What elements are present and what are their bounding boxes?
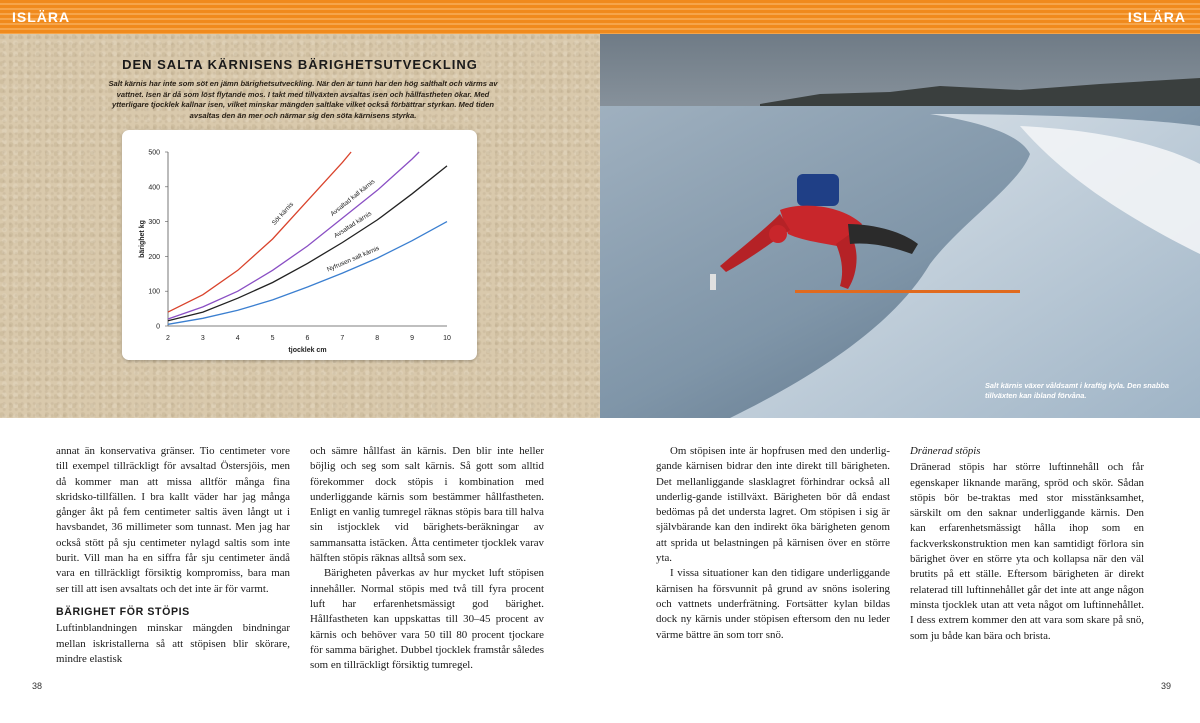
- text-column-4: [910, 444, 1144, 644]
- y-tick-label: 500: [148, 149, 160, 157]
- x-tick-label: 4: [235, 335, 240, 342]
- paragraph: Bärigheten påverkas av hur mycket luft stöpisen innehåller. Normal stöpis med två till fyra procent luft har erfarenhetsmässigt god bärighet. Hållfastheten kan uppskattas till 30–45 procent av kärnis och behöver vara 50 till 80 procent tjockare för samma bärighet. Dubbel tjocklek framstår således som en tillräckligt försiktig tumregel.: [310, 567, 544, 672]
- x-tick-label: 9: [410, 335, 415, 342]
- section-heading: Dränerad stöpis: [910, 445, 981, 457]
- paragraph: Dränerad stöpis har större luftinnehåll och får egenskaper liknande maräng, spröd och skör. Sådan stöpis bör be-traktas med stor misstänksamhet, särskilt om den saknar underliggande kärnis. Den kan erfarenhetsmässigt hålla ihop som en fackverkskonstruktion men kan samtidigt förlora sin bärighet över en större yta och kollapsa när den väl brutits på ett ställe. Eftersom bärigheten är direkt relaterad till luftinnehållet går det inte att ange någon minsta tjocklek utan att veta något om luftinnehållet. I dess extrem kommer den att vara som skare på snö, som ju både kan bära och brista.: [910, 461, 1144, 642]
- text-column-1: [56, 444, 290, 667]
- series-label: Avsaltad kall kärnis: [329, 178, 377, 218]
- page-number-right: 39: [1161, 681, 1172, 691]
- text-column-2: [310, 444, 544, 673]
- section-label-left: ISLÄRA: [12, 9, 71, 25]
- photo-caption: Salt kärnis växer våldsamt i kraftig kyla. Den snabba tillväxten kan ibland förvåna.: [985, 381, 1170, 400]
- x-tick-label: 5: [270, 335, 275, 342]
- x-tick-label: 2: [166, 335, 170, 342]
- series-label: Avsaltad kärnis: [332, 210, 374, 240]
- y-tick-label: 100: [148, 288, 160, 296]
- paragraph: annat än konservativa gränser. Tio centimeter vore till exempel tillräckligt för avsaltad Östersjöis, men då kommer man att missa alltför många fina skridsko-tillfällen. I bra kallt väder har jag många gånger åkt på fem centimeter saltis även långt ut i havsbandet, 36 millimeter som tunnast. Men jag har också stött på sju centimeter nylagd saltis som inte burit. Vill man ha en siffra får sju centimeter ändå vara en tillräckligt försiktig kompromiss, bara man ser till att isen avsaltats och det inte är för varmt.: [56, 445, 290, 595]
- chart-card: [122, 130, 477, 360]
- ice-photo: [600, 34, 1200, 418]
- y-tick-label: 300: [148, 219, 160, 227]
- header-bar: [0, 0, 1200, 34]
- series-line: [168, 166, 447, 321]
- text-column-3: [656, 444, 890, 643]
- y-tick-label: 200: [148, 253, 160, 261]
- y-axis-label: bärighet kg: [139, 220, 146, 258]
- x-tick-label: 6: [305, 335, 310, 342]
- x-tick-label: 8: [375, 335, 380, 342]
- paragraph: I vissa situationer kan den tidigare underliggande kärnisen ha försvunnit på grund av snöns isolering och vattnets underfrätning. Fortsätter kylan bildas dock ny kärnis under stöpisen eftersom den nu leder värme bättre än som torr snö.: [656, 567, 890, 641]
- series-label: Söt kärnis: [270, 201, 296, 227]
- skater-on-ice-image: [600, 34, 1200, 418]
- paragraph: och sämre hållfast än kärnis. Den blir inte heller böjlig och seg som salt kärnis. Så gott som alltid förekommer dock stöpis i kombination med underliggande kärnis som bestämmer hållfastheten. Enligt en vanlig tumregel räknas stöpis bara till halva sin istjocklek vid bärighets-beräkningar av sammansatta istäcken. Åtta centimeter tjocklek varav hälften stöpis räknas alltså som sex.: [310, 445, 544, 565]
- x-tick-label: 7: [340, 335, 345, 342]
- panel-title: DEN SALTA KÄRNISENS BÄRIGHETSUTVECKLING: [122, 57, 478, 72]
- y-tick-label: 0: [156, 323, 160, 331]
- bearing-capacity-chart: [122, 130, 477, 360]
- series-line: [168, 152, 419, 319]
- series-label: Nyfrusen salt kärnis: [326, 244, 381, 274]
- section-label-right: ISLÄRA: [1127, 9, 1186, 25]
- page-number-left: 38: [32, 681, 43, 691]
- x-tick-label: 3: [200, 335, 205, 342]
- section-heading: BÄRIGHET FÖR STÖPIS: [56, 605, 190, 618]
- panel-intro: Salt kärnis har inte som söt en jämn bärighetsutveckling. När den är tunn har den hög salthalt och värms av vattnet. Isen är då som löst flytande mos. I takt med tillväxten avsaltas isen och hållfastheten ökar. Med ytterligare tjocklek kallnar isen, vilket minskar mängden saltlake vilket också förbättrar styrkan. Med tiden avsaltas den än mer och närmar sig den söta kärnisens styrka.: [108, 79, 498, 120]
- paragraph: Luftinblandningen minskar mängden bindningar mellan iskristallerna så att stöpisen blir skörare, mindre elastisk: [56, 622, 290, 665]
- paragraph: Om stöpisen inte är hopfrusen med den underlig-gande kärnisen bidrar den inte direkt till bärigheten. Det mellanliggande slasklagret förhindrar också all underlig-gande istillväxt. Bärigheten bör då endast bedömas på det understa lagret. Om stöpisen i sig är självbärande kan den indirekt öka bärigheten genom att sprida ut belastningen på kärnisen över en större yta.: [656, 445, 890, 565]
- y-tick-label: 400: [148, 184, 160, 192]
- x-axis-label: tjocklek cm: [288, 347, 327, 354]
- x-tick-label: 10: [443, 335, 451, 342]
